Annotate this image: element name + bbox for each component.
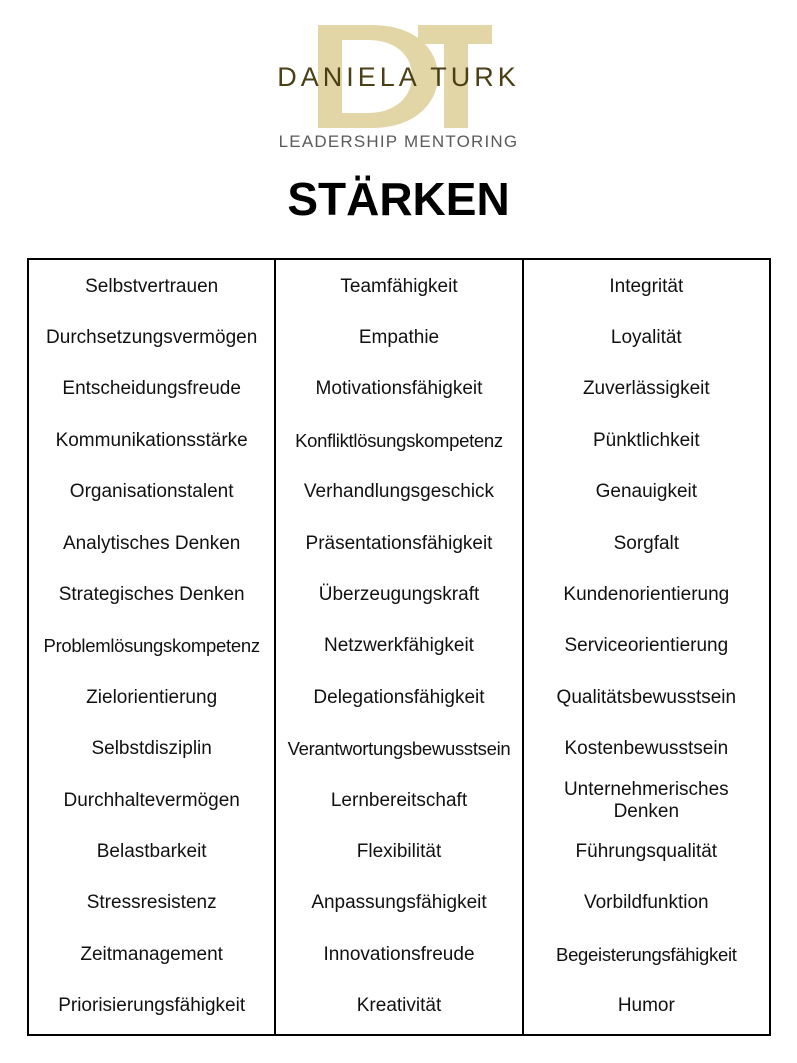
strength-item: Entscheidungsfreude <box>62 378 241 400</box>
strength-item: Selbstdisziplin <box>91 738 212 760</box>
strength-item: Überzeugungskraft <box>318 584 480 606</box>
strength-item: Netzwerkfähigkeit <box>324 635 474 657</box>
brand-logo <box>0 0 797 160</box>
strength-item: Anpassungsfähigkeit <box>311 892 487 914</box>
strength-item: Vorbildfunktion <box>583 892 709 914</box>
strength-item: Delegationsfähigkeit <box>313 686 485 708</box>
strength-item: Begeisterungsfähigkeit <box>556 943 737 965</box>
strength-item: Stressresistenz <box>86 892 217 914</box>
strength-item: Serviceorientierung <box>564 635 729 657</box>
strengths-table <box>27 258 771 1036</box>
strength-item: Organisationstalent <box>69 481 234 503</box>
strength-item: Analytisches Denken <box>62 532 241 554</box>
strengths-column-2 <box>274 260 521 1034</box>
strength-item: Verhandlungsgeschick <box>303 481 495 503</box>
strength-item: Innovationsfreude <box>323 943 475 965</box>
strength-item: Motivationsfähigkeit <box>315 378 483 400</box>
brand-name: DANIELA TURK <box>277 62 520 92</box>
strength-item: Zeitmanagement <box>80 943 223 965</box>
strength-item: Teamfähigkeit <box>340 275 458 297</box>
strength-item: Priorisierungsfähigkeit <box>58 995 246 1017</box>
strength-item: Genauigkeit <box>595 481 698 503</box>
strength-item: Pünktlichkeit <box>592 429 700 451</box>
strength-item: Loyalität <box>610 327 682 349</box>
strength-item: Unternehmerisches Denken <box>563 778 729 822</box>
strength-item: Selbstvertrauen <box>85 275 219 297</box>
strength-item: Verantwortungsbewusstsein <box>287 738 511 760</box>
strength-item: Belastbarkeit <box>96 840 207 862</box>
strength-item: Empathie <box>358 327 440 349</box>
strength-item: Zielorientierung <box>86 686 218 708</box>
strength-item: Kreativität <box>356 995 442 1017</box>
page-title: STÄRKEN <box>287 173 510 225</box>
strength-item: Sorgfalt <box>613 532 680 554</box>
strength-item: Kommunikationsstärke <box>55 429 248 451</box>
strength-item: Flexibilität <box>356 840 442 862</box>
strength-item: Zuverlässigkeit <box>582 378 710 400</box>
strength-item: Präsentationsfähigkeit <box>305 532 493 554</box>
strength-item: Lernbereitschaft <box>330 789 468 811</box>
strength-item: Kostenbewusstsein <box>564 738 729 760</box>
strength-item: Kundenorientierung <box>563 584 730 606</box>
strength-item: Konfliktlösungskompetenz <box>295 429 503 451</box>
strength-item: Führungsqualität <box>575 840 718 862</box>
strength-item: Durchhaltevermögen <box>63 789 240 811</box>
strength-item: Integrität <box>609 275 684 297</box>
strength-item: Durchsetzungsvermögen <box>46 327 258 349</box>
strengths-column-1 <box>29 260 274 1034</box>
strength-item: Humor <box>617 995 675 1017</box>
strength-item: Strategisches Denken <box>58 584 245 606</box>
brand-tagline: LEADERSHIP MENTORING <box>278 132 519 151</box>
strengths-column-3 <box>522 260 769 1034</box>
strength-item: Qualitätsbewusstsein <box>556 686 737 708</box>
strength-item: Problemlösungskompetenz <box>43 635 260 657</box>
